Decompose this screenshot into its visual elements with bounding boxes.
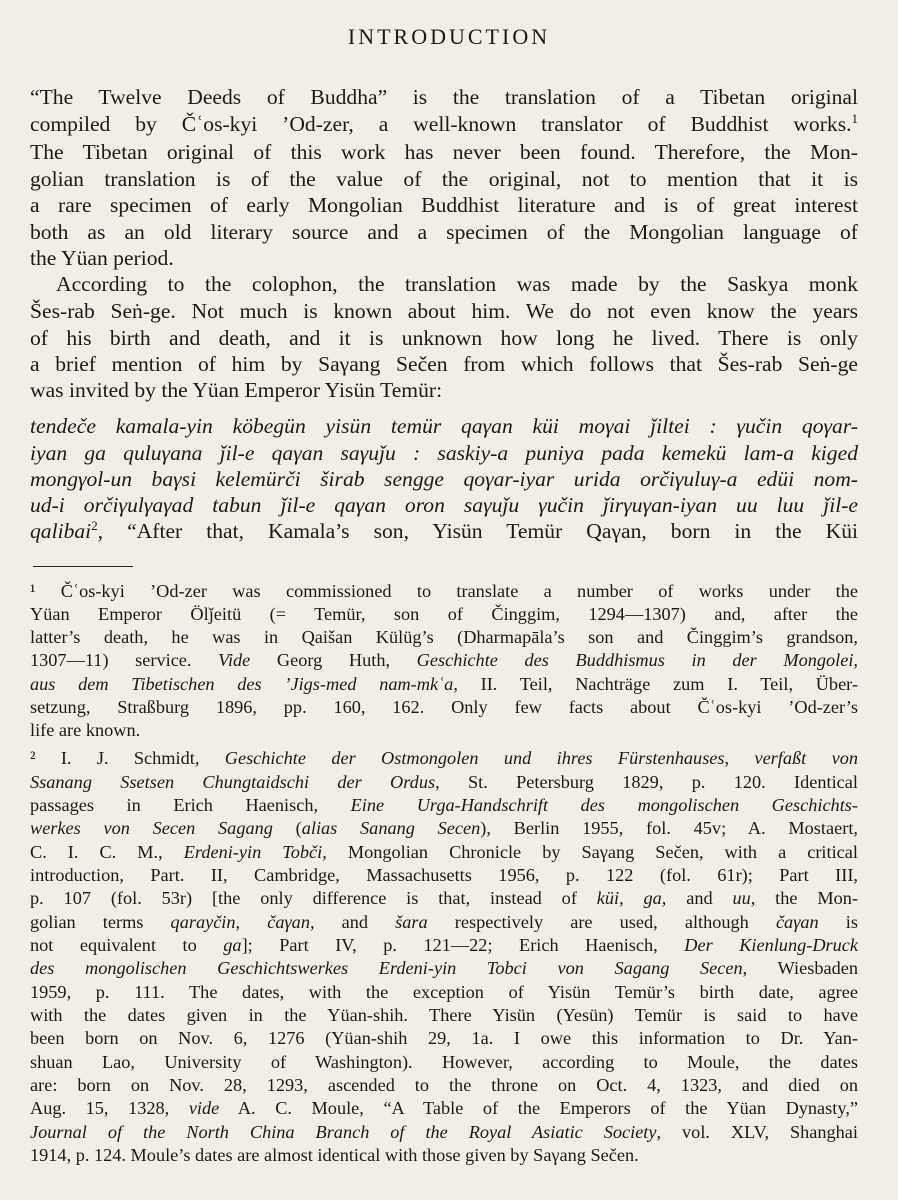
footnote-line: 1914, p. 124. Moule’s dates are almost identical with those given by Saγang Sečen.: [30, 1145, 639, 1165]
para1-line: The Tibetan original of this work has never been found. Therefore, the Mon-: [30, 140, 858, 164]
para1-line: both as an old literary source and a specimen of the Mongolian language of: [30, 220, 858, 244]
footnote-line: p. 107 (fol. 53r) [the only difference is that, instead of küi, ga, and uu, the Mon-: [30, 888, 858, 908]
footnote-ref: 2: [91, 517, 98, 533]
quote-line: tendeče kamala-yin köbegün yisün temür qaγan küi moγai ǰiltei : γučin qoγar-: [30, 414, 858, 438]
quote-line: mongγol-un baγsi kelemürči širab sengge qoγar-iyar urida orčiγuluγ-a edüi nom-: [30, 467, 858, 491]
footnote-ref: 1: [851, 110, 858, 126]
footnote-separator: [33, 566, 133, 567]
footnote-line: aus dem Tibetischen des ’Jigs-med nam-mkʿa, II. Teil, Nachträge zum I. Teil, Über-: [30, 674, 858, 694]
footnote-line: C. I. C. M., Erdeni-yin Tobči, Mongolian Chronicle by Saγang Sečen, with a critical: [30, 842, 858, 862]
footnote-line: Journal of the North China Branch of the Royal Asiatic Society, vol. XLV, Shanghai: [30, 1122, 859, 1142]
footnote-line: passages in Erich Haenisch, Eine Urga-Handschrift des mongolischen Geschichts-: [30, 795, 858, 815]
footnote-line: shuan Lao, University of Washington). However, according to Moule, the dates: [30, 1052, 858, 1072]
quote-line: ud-i orčiγulγaγad tabun ǰil-e qaγan oron saγuǰu γučin ǰirγuγan-iyan uu luu ǰil-e: [30, 493, 858, 517]
footnote-line: are: born on Nov. 28, 1293, ascended to the throne on Oct. 4, 1323, and died on: [30, 1075, 858, 1095]
para2-line: According to the colophon, the translation was made by the Saskya monk: [56, 272, 858, 296]
para2-line: a brief mention of him by Saγang Sečen from which follows that Šes-rab Seṅ-ge: [30, 352, 858, 376]
footnote-line: introduction, Part. II, Cambridge, Massachusetts 1956, p. 122 (fol. 61r); Part III,: [30, 865, 858, 885]
footnote-line: not equivalent to ga]; Part IV, p. 121—22; Erich Haenisch, Der Kienlung-Druck: [30, 935, 858, 955]
quote-line: qalibai$^2$, “After that, Kamala’s son, Yisün Temür Qaγan, born in the Küi: [30, 517, 858, 543]
para2-line: Šes-rab Seṅ-ge. Not much is known about him. We do not even know the years: [30, 299, 858, 323]
footnote-line: setzung, Straßburg 1896, pp. 160, 162. Only few facts about Čʿos-kyi ’Od-zer’s: [30, 697, 858, 717]
para2-line: of his birth and death, and it is unknown how long he lived. There is only: [30, 326, 858, 350]
footnote-line: Aug. 15, 1328, vide A. C. Moule, “A Table of the Emperors of the Yüan Dynasty,”: [30, 1098, 859, 1118]
para1-line: the Yüan period.: [30, 246, 174, 270]
footnote-line: ² I. J. Schmidt, Geschichte der Ostmongolen und ihres Fürstenhauses, verfaßt von: [30, 748, 858, 768]
para2-line: was invited by the Yüan Emperor Yisün Temür:: [30, 378, 443, 402]
footnote-line: latter’s death, he was in Qaišan Külüg’s (Dharmapāla’s son and Činggim’s grandson,: [30, 627, 858, 647]
para1-line: compiled by Čʿos-kyi ’Od-zer, a well-known translator of Buddhist works.$^1$: [30, 110, 858, 136]
footnote-line: Ssanang Ssetsen Chungtaidschi der Ordus, St. Petersburg 1829, p. 120. Identical: [30, 772, 858, 792]
footnote-line: 1307—11) service. Vide Georg Huth, Geschichte des Buddhismus in der Mongolei,: [30, 650, 858, 670]
para1-line: golian translation is of the value of the original, not to mention that it is: [30, 167, 858, 191]
footnote-line: golian terms qarayčin, čaγan, and šara respectively are used, although čaγan is: [30, 912, 858, 932]
footnote-line: werkes von Secen Sagang (alias Sanang Secen), Berlin 1955, fol. 45v; A. Mostaert,: [30, 818, 858, 838]
footnote-line: ¹ Čʿos-kyi ’Od-zer was commissioned to translate a number of works under the: [30, 581, 858, 601]
page-title: INTRODUCTION: [347, 24, 551, 49]
footnote-line: 1959, p. 111. The dates, with the exception of Yisün Temür’s birth date, agree: [30, 982, 858, 1002]
footnote-line: with the dates given in the Yüan-shih. There Yisün (Yesün) Temür is said to have: [30, 1005, 858, 1025]
para1-line: a rare specimen of early Mongolian Buddhist literature and is of great interest: [30, 193, 858, 217]
footnote-line: des mongolischen Geschichtswerkes Erdeni-yin Tobci von Sagang Secen, Wiesbaden: [30, 958, 858, 978]
footnote-line: life are known.: [30, 720, 141, 740]
footnote-line: been born on Nov. 6, 1276 (Yüan-shih 29, 1a. I owe this information to Dr. Yan-: [30, 1028, 858, 1048]
para1-line: “The Twelve Deeds of Buddha” is the translation of a Tibetan original: [30, 85, 858, 109]
footnote-line: Yüan Emperor Ölǰeitü (= Temür, son of Činggim, 1294—1307) and, after the: [30, 604, 858, 624]
quote-line: iyan ga quluγana ǰil-e qaγan saγuǰu : saskiy-a puniya pada kemekü lam-a kiged: [30, 441, 858, 465]
